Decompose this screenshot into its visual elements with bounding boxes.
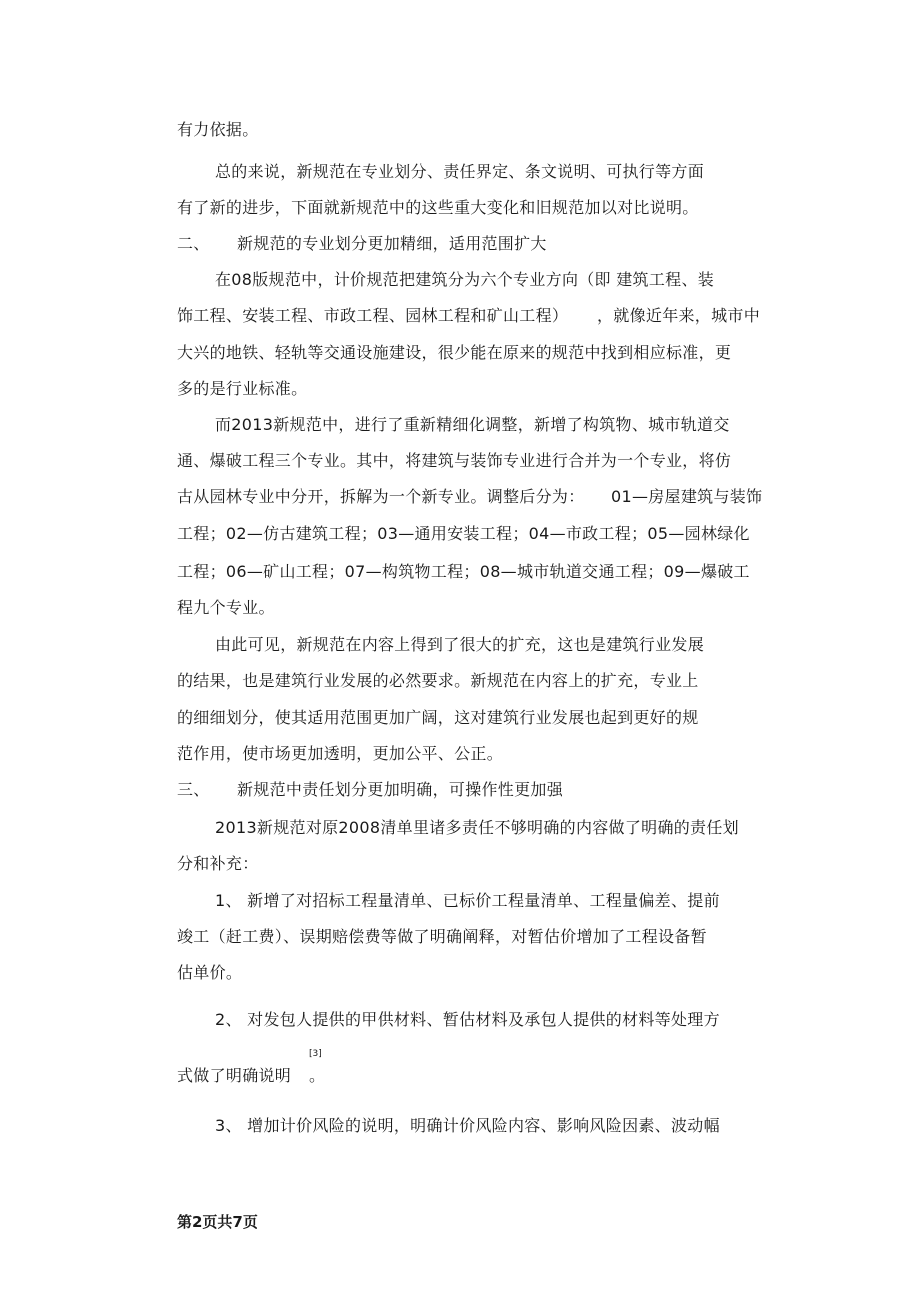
paragraph-line: ，就像近年来，城市中 [597, 306, 761, 325]
paragraph-line: 程九个专业。 [177, 598, 275, 617]
paragraph-line: 多的是行业标准。 [177, 379, 308, 398]
citation-superscript: [3] [309, 1049, 322, 1059]
section-heading: 新规范中责任划分更加明确，可操作性更加强 [237, 780, 564, 799]
paragraph-line: 工程；06—矿山工程；07—构筑物工程；08—城市轨道交通工程；09—爆破工 [177, 562, 750, 581]
paragraph-line: 大兴的地铁、轻轨等交通设施建设，很少能在原来的规范中找到相应标准，更 [177, 343, 732, 362]
paragraph-line: 2013新规范对原2008清单里诸多责任不够明确的内容做了明确的责任划 [215, 818, 739, 837]
list-item-line: 3、 增加计价风险的说明，明确计价风险内容、影响风险因素、波动幅 [215, 1116, 720, 1135]
section-heading: 新规范的专业划分更加精细，适用范围扩大 [237, 234, 547, 253]
list-item-line: 式做了明确说明 [177, 1066, 292, 1085]
paragraph-line: 有了新的进步，下面就新规范中的这些重大变化和旧规范加以对比说明。 [177, 198, 699, 217]
paragraph-line: 由此可见，新规范在内容上得到了很大的扩充，这也是建筑行业发展 [215, 635, 705, 654]
section-number: 二、 [177, 234, 210, 253]
paragraph-line: 在08版规范中，计价规范把建筑分为六个专业方向（即 建筑工程、装 [215, 270, 715, 289]
paragraph-line: 通、爆破工程三个专业。其中，将建筑与装饰专业进行合并为一个专业，将仿 [177, 451, 732, 470]
paragraph-line: 有力依据。 [177, 120, 259, 139]
page-footer: 第2页共7页 [177, 1213, 258, 1231]
section-number: 三、 [177, 780, 210, 799]
list-item-line: 竣工（赶工费）、误期赔偿费等做了明确阐释，对暂估价增加了工程设备暂 [177, 927, 707, 946]
paragraph-line: 范作用，使市场更加透明，更加公平、公正。 [177, 744, 504, 763]
list-item-line: 估单价。 [177, 963, 243, 982]
list-item-line: 1、 新增了对招标工程量清单、已标价工程量清单、工程量偏差、提前 [215, 891, 720, 910]
list-item-line: 。 [309, 1066, 326, 1085]
paragraph-line: 的结果，也是建筑行业发展的必然要求。新规范在内容上的扩充，专业上 [177, 671, 699, 690]
paragraph-line: 01—房屋建筑与装饰 [611, 487, 763, 506]
paragraph-line: 分和补充： [177, 854, 259, 873]
paragraph-line: 的细细划分，使其适用范围更加广阔，这对建筑行业发展也起到更好的规 [177, 708, 699, 727]
paragraph-line: 总的来说，新规范在专业划分、责任界定、条文说明、可执行等方面 [215, 162, 705, 181]
list-item-line: 2、 对发包人提供的甲供材料、暂估材料及承包人提供的材料等处理方 [215, 1010, 720, 1029]
paragraph-line: 古从园林专业中分开，拆解为一个新专业。调整后分为： [177, 487, 585, 506]
paragraph-line: 饰工程、安装工程、市政工程、园林工程和矿山工程） [177, 306, 569, 325]
paragraph-line: 而2013新规范中，进行了重新精细化调整，新增了构筑物、城市轨道交 [215, 415, 730, 434]
paragraph-line: 工程；02—仿古建筑工程；03—通用安装工程；04—市政工程；05—园林绿化 [177, 524, 750, 543]
